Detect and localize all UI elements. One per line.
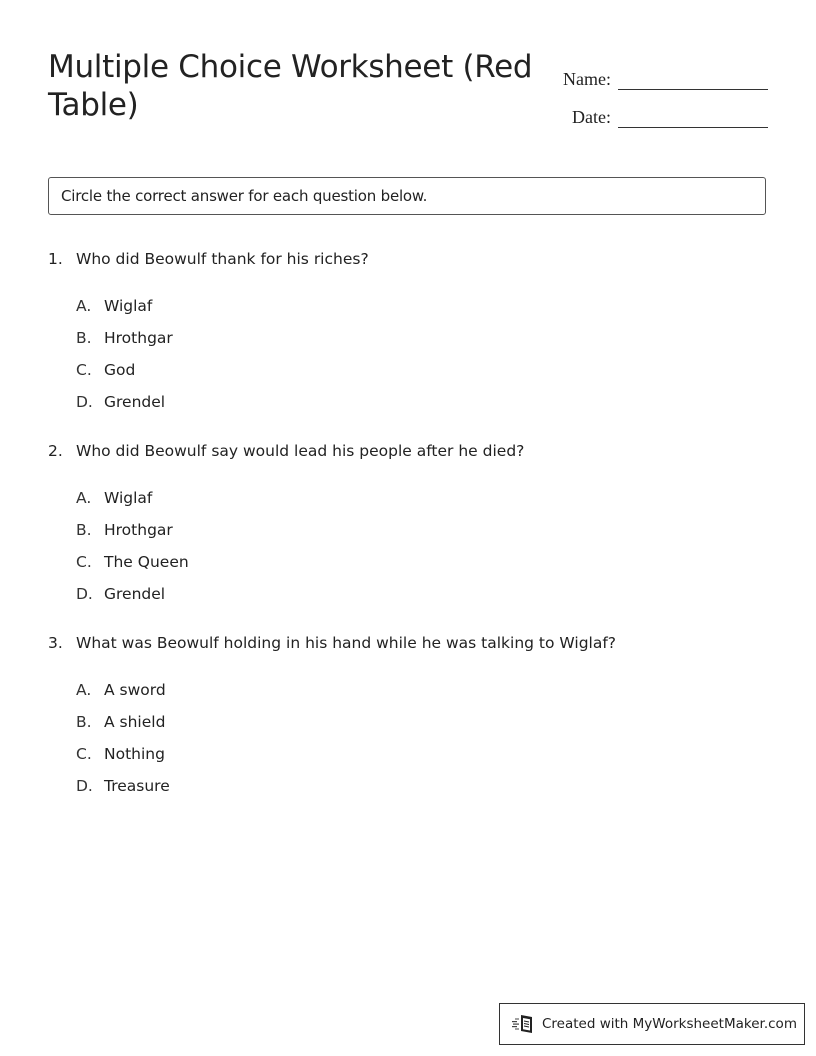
choice-item[interactable] <box>48 290 369 322</box>
choice-text: God <box>104 361 136 379</box>
choice-letter: B. <box>76 713 92 731</box>
choice-letter: D. <box>76 777 93 795</box>
choice-text: Wiglaf <box>104 489 153 507</box>
page-title: Multiple Choice Worksheet (Red Table) <box>48 49 533 123</box>
choice-item[interactable] <box>48 706 616 738</box>
question-prompt <box>48 248 369 270</box>
question-text: Who did Beowulf thank for his riches? <box>76 250 369 268</box>
choice-text: Nothing <box>104 745 165 763</box>
choice-item[interactable] <box>48 354 369 386</box>
question-3 <box>48 632 616 802</box>
question-number: 2. <box>48 442 63 460</box>
choice-item[interactable] <box>48 482 524 514</box>
question-prompt <box>48 632 616 654</box>
choice-item[interactable] <box>48 322 369 354</box>
choice-text: Hrothgar <box>104 329 173 347</box>
choice-letter: D. <box>76 393 93 411</box>
question-text: Who did Beowulf say would lead his people after he died? <box>76 442 525 460</box>
choice-text: The Queen <box>104 553 189 571</box>
choice-list <box>48 674 616 802</box>
instructions-box <box>48 177 766 215</box>
choice-letter: B. <box>76 329 92 347</box>
question-text: What was Beowulf holding in his hand while he was talking to Wiglaf? <box>76 634 617 652</box>
question-2 <box>48 440 524 610</box>
choice-letter: C. <box>76 361 92 379</box>
choice-item[interactable] <box>48 386 369 418</box>
choice-text: A shield <box>104 713 166 731</box>
question-prompt <box>48 440 524 462</box>
choice-item[interactable] <box>48 770 616 802</box>
choice-text: Grendel <box>104 393 166 411</box>
choice-letter: A. <box>76 297 92 315</box>
choice-text: Treasure <box>104 777 170 795</box>
choice-list <box>48 290 369 418</box>
footer-credit[interactable] <box>499 1003 805 1045</box>
choice-item[interactable] <box>48 514 524 546</box>
choice-item[interactable] <box>48 546 524 578</box>
choice-letter: A. <box>76 489 92 507</box>
name-label: Name: <box>563 69 611 89</box>
choice-letter: B. <box>76 521 92 539</box>
name-blank-line[interactable] <box>618 67 768 90</box>
name-field-row <box>563 52 768 90</box>
instructions-text: Circle the correct answer for each question below. <box>61 187 428 205</box>
choice-text: Hrothgar <box>104 521 173 539</box>
date-label: Date: <box>572 107 611 127</box>
date-blank-line[interactable] <box>618 105 768 128</box>
choice-text: Wiglaf <box>104 297 153 315</box>
question-number: 3. <box>48 634 63 652</box>
choice-letter: C. <box>76 745 92 763</box>
question-1 <box>48 248 369 418</box>
choice-letter: A. <box>76 681 92 699</box>
choice-letter: C. <box>76 553 92 571</box>
footer-text: Created with MyWorksheetMaker.com <box>542 1016 797 1032</box>
worksheet-maker-logo-icon <box>512 1013 536 1035</box>
date-field-row <box>563 90 768 128</box>
name-date-fields <box>563 52 768 128</box>
choice-list <box>48 482 524 610</box>
choice-item[interactable] <box>48 674 616 706</box>
choice-item[interactable] <box>48 578 524 610</box>
question-number: 1. <box>48 250 63 268</box>
choice-item[interactable] <box>48 738 616 770</box>
choice-text: A sword <box>104 681 166 699</box>
choice-text: Grendel <box>104 585 166 603</box>
choice-letter: D. <box>76 585 93 603</box>
